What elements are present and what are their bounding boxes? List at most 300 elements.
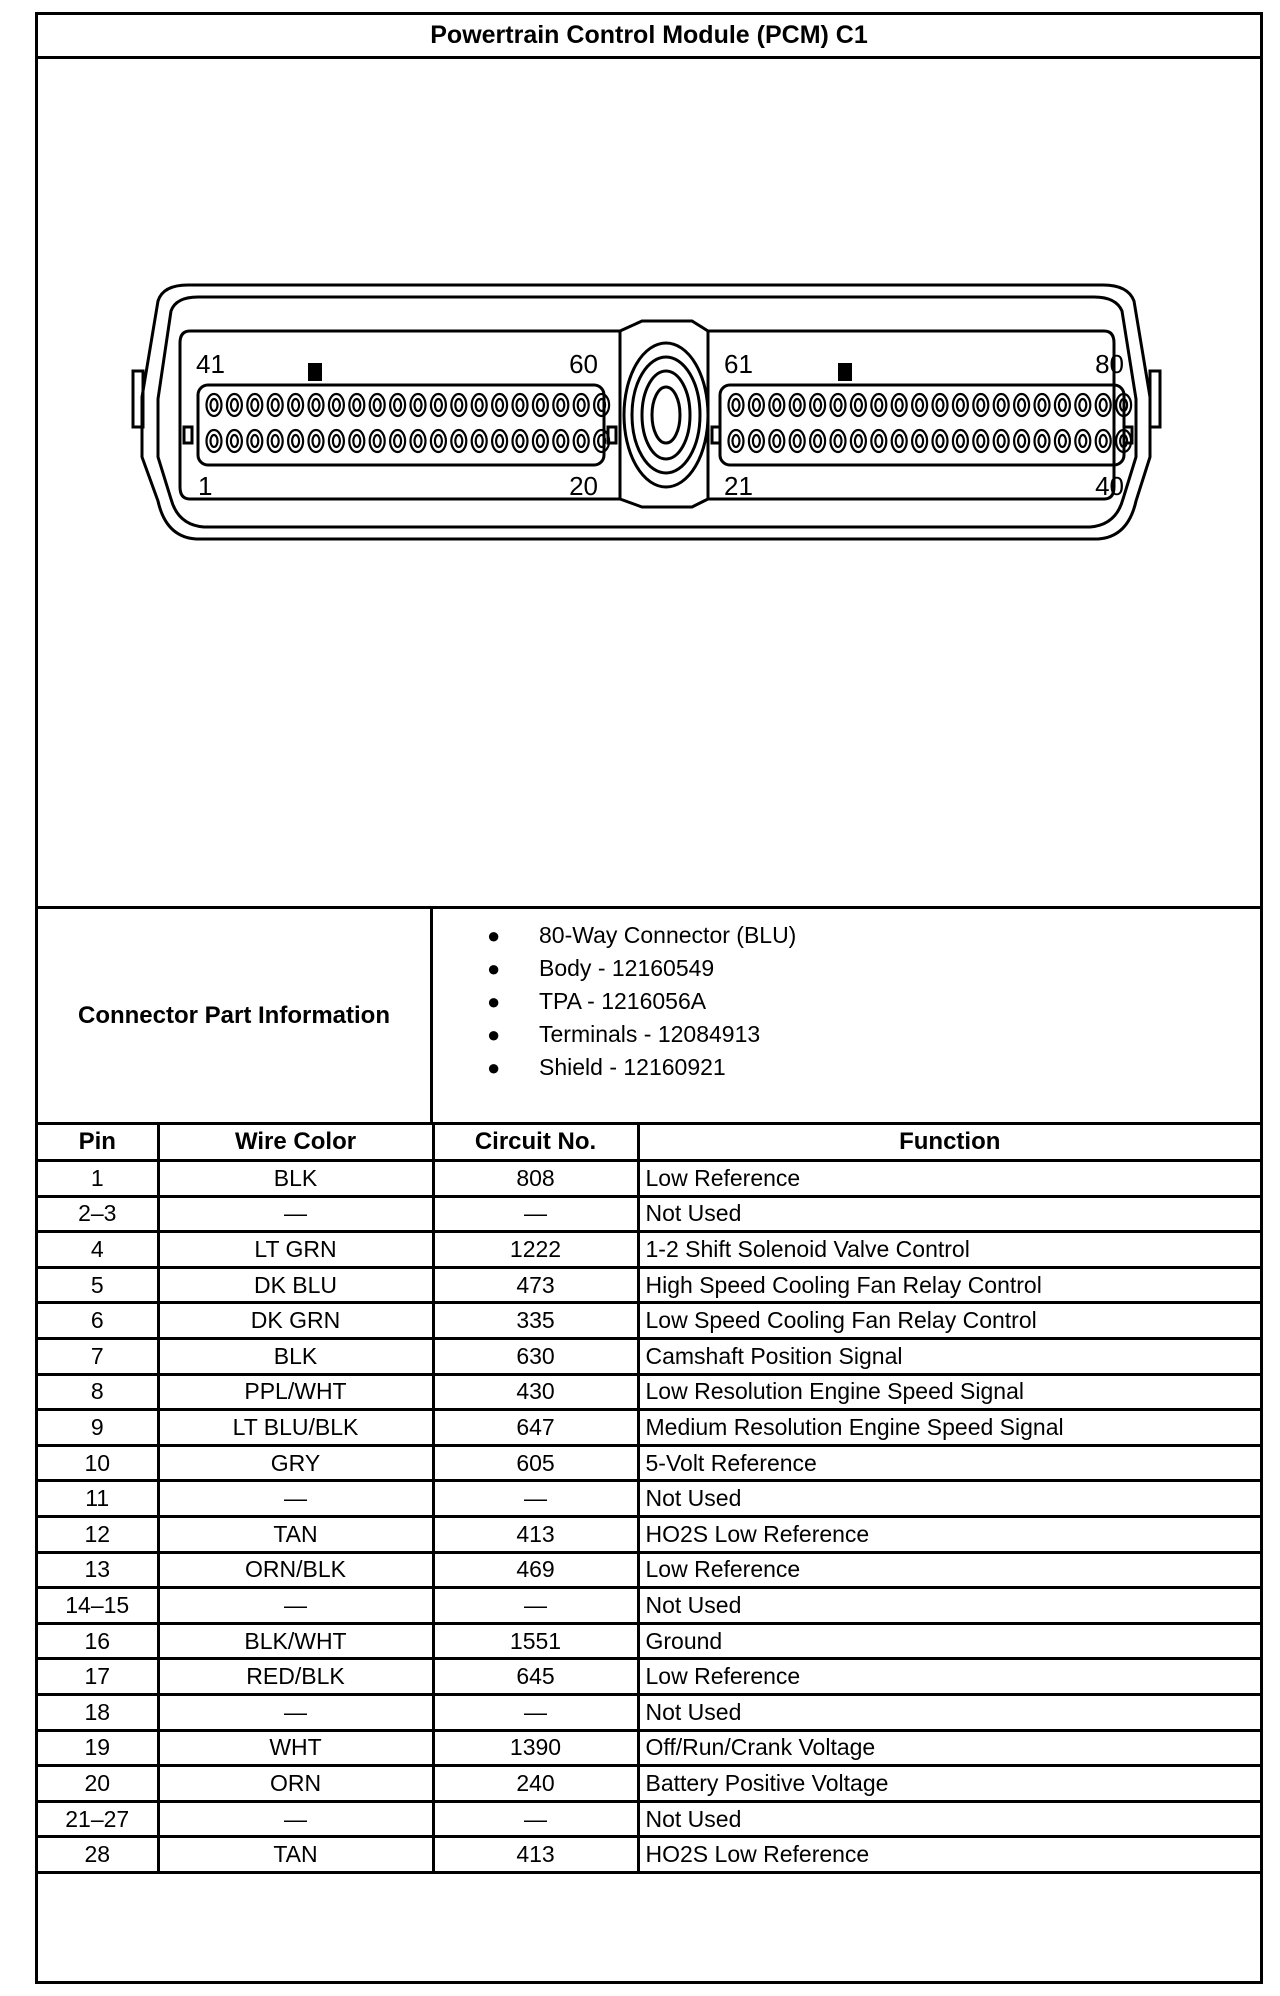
pin-cavity-inner bbox=[773, 435, 780, 447]
function-cell: Battery Positive Voltage bbox=[638, 1766, 1260, 1802]
left-polarity-mark bbox=[308, 363, 322, 381]
circuit-no-cell: 473 bbox=[433, 1267, 638, 1303]
connector-part-text: Body - 12160549 bbox=[539, 955, 715, 981]
function-cell: Medium Resolution Engine Speed Signal bbox=[638, 1410, 1260, 1446]
pin-cavity bbox=[892, 430, 907, 452]
pin-cavity-inner bbox=[998, 399, 1005, 411]
pin-cell: 16 bbox=[38, 1623, 158, 1659]
pin-cavity-inner bbox=[998, 435, 1005, 447]
pin-cavity-inner bbox=[272, 399, 279, 411]
pin-label-80: 80 bbox=[1095, 349, 1124, 379]
bullet-icon: ● bbox=[487, 1022, 501, 1047]
wire-color-cell: GRY bbox=[158, 1445, 433, 1481]
pin-cavity-inner bbox=[835, 435, 842, 447]
pin-cavity-inner bbox=[537, 435, 544, 447]
wire-color-cell: PPL/WHT bbox=[158, 1374, 433, 1410]
pin-cavity-inner bbox=[1039, 399, 1046, 411]
circuit-no-cell: 1551 bbox=[433, 1623, 638, 1659]
pin-cavity bbox=[349, 394, 364, 416]
circuit-no-cell: 469 bbox=[433, 1552, 638, 1588]
pin-cavity bbox=[769, 430, 784, 452]
pin-cavity-inner bbox=[977, 399, 984, 411]
pin-cavity bbox=[953, 394, 968, 416]
pin-cavity bbox=[1096, 394, 1111, 416]
circuit-no-cell: 413 bbox=[433, 1517, 638, 1553]
pin-cavity bbox=[513, 430, 528, 452]
pin-cavity-inner bbox=[937, 435, 944, 447]
pin-cavity-inner bbox=[374, 435, 381, 447]
pin-cavity bbox=[1055, 394, 1070, 416]
pin-label-40: 40 bbox=[1095, 471, 1124, 501]
pin-cavity bbox=[492, 430, 507, 452]
bullet-icon: ● bbox=[487, 956, 501, 981]
pin-cavity bbox=[912, 430, 927, 452]
table-row bbox=[38, 1801, 1260, 1837]
circuit-no-cell: 605 bbox=[433, 1445, 638, 1481]
pin-cavity-inner bbox=[598, 399, 605, 411]
connector-face-drawing bbox=[38, 59, 1260, 909]
pin-cavity-inner bbox=[455, 399, 462, 411]
pin-cavity bbox=[851, 394, 866, 416]
pin-cavity bbox=[207, 430, 222, 452]
pin-cell: 4 bbox=[38, 1232, 158, 1268]
circuit-no-cell: 430 bbox=[433, 1374, 638, 1410]
function-cell: 5-Volt Reference bbox=[638, 1445, 1260, 1481]
pin-cavity bbox=[268, 430, 283, 452]
pin-cavity-inner bbox=[794, 435, 801, 447]
pin-cavity bbox=[1055, 430, 1070, 452]
pin-cavity-inner bbox=[1018, 399, 1025, 411]
pin-table-header bbox=[38, 1125, 1260, 1161]
wire-color-cell: BLK bbox=[158, 1161, 433, 1197]
header-circuit-no: Circuit No. bbox=[433, 1125, 638, 1161]
pin-cavity bbox=[247, 430, 262, 452]
wire-color-cell: DK BLU bbox=[158, 1267, 433, 1303]
pin-cavity-inner bbox=[455, 435, 462, 447]
table-row bbox=[38, 1837, 1260, 1873]
pin-cavity-inner bbox=[875, 399, 882, 411]
pin-cavity bbox=[411, 394, 426, 416]
pin-cavity bbox=[1035, 394, 1050, 416]
function-cell: Not Used bbox=[638, 1801, 1260, 1837]
function-cell: HO2S Low Reference bbox=[638, 1517, 1260, 1553]
connector-part-info-label: Connector Part Information bbox=[38, 909, 433, 1122]
circuit-no-cell: — bbox=[433, 1801, 638, 1837]
pin-cavity-inner bbox=[733, 399, 740, 411]
pin-cavity bbox=[810, 394, 825, 416]
pin-cell: 1 bbox=[38, 1161, 158, 1197]
wire-color-cell: — bbox=[158, 1196, 433, 1232]
pin-cavity-inner bbox=[1079, 435, 1086, 447]
pin-cavity-inner bbox=[435, 399, 442, 411]
pin-cavity bbox=[451, 430, 466, 452]
pin-cavity bbox=[227, 430, 242, 452]
pin-cavity bbox=[492, 394, 507, 416]
pin-cavity-inner bbox=[394, 399, 401, 411]
wire-color-cell: — bbox=[158, 1801, 433, 1837]
pin-cavity-inner bbox=[313, 399, 320, 411]
bullet-icon: ● bbox=[487, 1055, 501, 1080]
wire-color-cell: DK GRN bbox=[158, 1303, 433, 1339]
table-row bbox=[38, 1552, 1260, 1588]
pin-cavity bbox=[533, 430, 548, 452]
bullet-icon: ● bbox=[487, 923, 501, 948]
pin-cavity bbox=[912, 394, 927, 416]
circuit-no-cell: — bbox=[433, 1481, 638, 1517]
left-key bbox=[184, 427, 192, 443]
function-cell: Not Used bbox=[638, 1695, 1260, 1731]
pin-cavity-inner bbox=[435, 435, 442, 447]
pin-cavity-inner bbox=[1100, 399, 1107, 411]
pin-cavity-inner bbox=[896, 399, 903, 411]
pin-cavity-inner bbox=[977, 435, 984, 447]
pin-cell: 7 bbox=[38, 1339, 158, 1375]
wire-color-cell: — bbox=[158, 1481, 433, 1517]
connector-diagram bbox=[38, 59, 1260, 909]
pin-cavity bbox=[349, 430, 364, 452]
pin-cavity bbox=[871, 430, 886, 452]
pin-cavity-inner bbox=[578, 435, 585, 447]
pin-cavity-inner bbox=[251, 399, 258, 411]
pin-table bbox=[38, 1125, 1260, 1874]
circuit-no-cell: 240 bbox=[433, 1766, 638, 1802]
pin-cavity bbox=[472, 394, 487, 416]
pin-cavity-inner bbox=[733, 435, 740, 447]
pin-cavity bbox=[953, 430, 968, 452]
connector-part-text: TPA - 1216056A bbox=[539, 988, 707, 1014]
pin-cavity bbox=[390, 394, 405, 416]
pin-cell: 12 bbox=[38, 1517, 158, 1553]
pin-cavity-inner bbox=[251, 435, 258, 447]
pin-cavity bbox=[729, 430, 744, 452]
pin-label-20: 20 bbox=[569, 471, 598, 501]
pin-cavity-inner bbox=[814, 435, 821, 447]
table-row bbox=[38, 1374, 1260, 1410]
center-bolt-core bbox=[652, 387, 680, 443]
pin-cavity-inner bbox=[916, 435, 923, 447]
circuit-no-cell: 630 bbox=[433, 1339, 638, 1375]
pin-cavity-inner bbox=[753, 399, 760, 411]
circuit-no-cell: 1222 bbox=[433, 1232, 638, 1268]
pin-cavity-inner bbox=[415, 435, 422, 447]
pin-cavity-inner bbox=[211, 399, 218, 411]
table-row bbox=[38, 1481, 1260, 1517]
pin-cavity-inner bbox=[1018, 435, 1025, 447]
wire-color-cell: ORN/BLK bbox=[158, 1552, 433, 1588]
right-bank-frame bbox=[708, 331, 1114, 499]
pin-cavity-inner bbox=[353, 399, 360, 411]
pin-cavity bbox=[370, 394, 385, 416]
wire-color-cell: — bbox=[158, 1588, 433, 1624]
pin-cavity-inner bbox=[1039, 435, 1046, 447]
pin-cavity-inner bbox=[773, 399, 780, 411]
pin-cell: 6 bbox=[38, 1303, 158, 1339]
pin-cavity-inner bbox=[957, 435, 964, 447]
housing-outer bbox=[142, 285, 1150, 539]
pin-cavity-inner bbox=[855, 435, 862, 447]
pin-cell: 17 bbox=[38, 1659, 158, 1695]
pin-cavity-inner bbox=[272, 435, 279, 447]
pin-cavity bbox=[994, 394, 1009, 416]
circuit-no-cell: 335 bbox=[433, 1303, 638, 1339]
circuit-no-cell: 808 bbox=[433, 1161, 638, 1197]
table-row bbox=[38, 1410, 1260, 1446]
wire-color-cell: BLK bbox=[158, 1339, 433, 1375]
pin-cavity-inner bbox=[937, 399, 944, 411]
left-latch-tab bbox=[133, 371, 143, 427]
connector-part-list bbox=[433, 919, 796, 1084]
right-inner-key bbox=[712, 427, 720, 443]
function-cell: HO2S Low Reference bbox=[638, 1837, 1260, 1873]
pin-cavity bbox=[288, 430, 303, 452]
pin-cavity bbox=[790, 394, 805, 416]
center-bolt-outer bbox=[624, 343, 708, 487]
pin-cavity bbox=[1014, 430, 1029, 452]
wire-color-cell: LT BLU/BLK bbox=[158, 1410, 433, 1446]
pin-cavity-inner bbox=[374, 399, 381, 411]
pin-cavity bbox=[1035, 430, 1050, 452]
right-polarity-mark bbox=[838, 363, 852, 381]
pin-cavity-inner bbox=[578, 399, 585, 411]
pin-cavity-inner bbox=[1079, 399, 1086, 411]
function-cell: Low Reference bbox=[638, 1659, 1260, 1695]
center-bolt-inner bbox=[642, 371, 690, 459]
pin-cavity bbox=[749, 394, 764, 416]
pin-cell: 19 bbox=[38, 1730, 158, 1766]
connector-part-text: 80-Way Connector (BLU) bbox=[539, 922, 797, 948]
connector-part-item bbox=[433, 952, 796, 985]
circuit-no-cell: — bbox=[433, 1695, 638, 1731]
pin-cell: 28 bbox=[38, 1837, 158, 1873]
pin-cavity bbox=[390, 430, 405, 452]
pin-cavity bbox=[994, 430, 1009, 452]
table-row bbox=[38, 1303, 1260, 1339]
function-cell: Low Reference bbox=[638, 1552, 1260, 1588]
table-row bbox=[38, 1517, 1260, 1553]
circuit-no-cell: 413 bbox=[433, 1837, 638, 1873]
table-row bbox=[38, 1161, 1260, 1197]
page-title: Powertrain Control Module (PCM) C1 bbox=[38, 15, 1260, 59]
connector-part-text: Terminals - 12084913 bbox=[539, 1021, 761, 1047]
wire-color-cell: RED/BLK bbox=[158, 1659, 433, 1695]
pin-cavity bbox=[431, 430, 446, 452]
pin-label-1: 1 bbox=[198, 471, 213, 501]
connector-part-item bbox=[433, 919, 796, 952]
pin-cavity bbox=[851, 430, 866, 452]
function-cell: Off/Run/Crank Voltage bbox=[638, 1730, 1260, 1766]
connector-sheet bbox=[35, 12, 1263, 1984]
pin-cell: 8 bbox=[38, 1374, 158, 1410]
pin-cavity bbox=[207, 394, 222, 416]
wire-color-cell: — bbox=[158, 1695, 433, 1731]
wire-color-cell: TAN bbox=[158, 1837, 433, 1873]
pin-cavity-inner bbox=[415, 399, 422, 411]
pin-cavity-inner bbox=[517, 435, 524, 447]
function-cell: Not Used bbox=[638, 1196, 1260, 1232]
pin-cavity bbox=[871, 394, 886, 416]
table-row bbox=[38, 1588, 1260, 1624]
pin-cavity-inner bbox=[313, 435, 320, 447]
pin-cell: 14–15 bbox=[38, 1588, 158, 1624]
header-wire-color: Wire Color bbox=[158, 1125, 433, 1161]
header-function: Function bbox=[638, 1125, 1260, 1161]
pin-cavity bbox=[892, 394, 907, 416]
pin-cavity bbox=[227, 394, 242, 416]
pin-cavity-inner bbox=[231, 399, 238, 411]
table-row bbox=[38, 1695, 1260, 1731]
table-row bbox=[38, 1196, 1260, 1232]
table-row bbox=[38, 1445, 1260, 1481]
circuit-no-cell: — bbox=[433, 1196, 638, 1232]
wire-color-cell: WHT bbox=[158, 1730, 433, 1766]
function-cell: Low Reference bbox=[638, 1161, 1260, 1197]
pin-cavity-inner bbox=[476, 399, 483, 411]
pin-cavity bbox=[973, 430, 988, 452]
pin-cavity-inner bbox=[496, 399, 503, 411]
connector-part-item bbox=[433, 985, 796, 1018]
pin-cavity-inner bbox=[835, 399, 842, 411]
pin-cavity bbox=[1014, 394, 1029, 416]
function-cell: Ground bbox=[638, 1623, 1260, 1659]
pin-cavity bbox=[749, 430, 764, 452]
pin-cavity-inner bbox=[557, 399, 564, 411]
pin-cavity-inner bbox=[333, 435, 340, 447]
pin-cavity-inner bbox=[292, 399, 299, 411]
function-cell: High Speed Cooling Fan Relay Control bbox=[638, 1267, 1260, 1303]
table-row bbox=[38, 1267, 1260, 1303]
pin-cavity-inner bbox=[855, 399, 862, 411]
pin-cavity bbox=[729, 394, 744, 416]
pin-cavity bbox=[1096, 430, 1111, 452]
pin-cavity bbox=[309, 394, 324, 416]
pin-cavity bbox=[309, 430, 324, 452]
circuit-no-cell: — bbox=[433, 1588, 638, 1624]
connector-part-text: Shield - 12160921 bbox=[539, 1054, 726, 1080]
table-row bbox=[38, 1730, 1260, 1766]
pin-cavity bbox=[933, 430, 948, 452]
pin-cavity-inner bbox=[496, 435, 503, 447]
pin-cavity-inner bbox=[896, 435, 903, 447]
bullet-icon: ● bbox=[487, 989, 501, 1014]
connector-part-info bbox=[38, 909, 1260, 1125]
pin-cavity bbox=[574, 394, 589, 416]
pin-cavity bbox=[329, 430, 344, 452]
pin-cavity-inner bbox=[794, 399, 801, 411]
pin-cavity-inner bbox=[814, 399, 821, 411]
pin-cavity bbox=[810, 430, 825, 452]
pin-cavity bbox=[594, 394, 609, 416]
wire-color-cell: BLK/WHT bbox=[158, 1623, 433, 1659]
pin-cavity bbox=[533, 394, 548, 416]
pin-cavity bbox=[247, 394, 262, 416]
pin-cavity bbox=[472, 430, 487, 452]
function-cell: 1-2 Shift Solenoid Valve Control bbox=[638, 1232, 1260, 1268]
pin-cavity bbox=[288, 394, 303, 416]
pin-cavity bbox=[553, 430, 568, 452]
pin-cavity bbox=[831, 430, 846, 452]
pin-cavity bbox=[769, 394, 784, 416]
pin-cavity-inner bbox=[1059, 435, 1066, 447]
pin-cavity bbox=[1075, 430, 1090, 452]
circuit-no-cell: 645 bbox=[433, 1659, 638, 1695]
table-row bbox=[38, 1659, 1260, 1695]
pin-cell: 18 bbox=[38, 1695, 158, 1731]
pin-cavity-inner bbox=[1059, 399, 1066, 411]
pin-cavity bbox=[831, 394, 846, 416]
pin-cavity bbox=[370, 430, 385, 452]
pin-cell: 2–3 bbox=[38, 1196, 158, 1232]
pin-cell: 11 bbox=[38, 1481, 158, 1517]
pin-cavity bbox=[1075, 394, 1090, 416]
pin-cavity-inner bbox=[333, 399, 340, 411]
pin-cell: 21–27 bbox=[38, 1801, 158, 1837]
pin-label-61: 61 bbox=[724, 349, 753, 379]
pin-cavity-inner bbox=[211, 435, 218, 447]
table-row bbox=[38, 1623, 1260, 1659]
function-cell: Camshaft Position Signal bbox=[638, 1339, 1260, 1375]
function-cell: Low Speed Cooling Fan Relay Control bbox=[638, 1303, 1260, 1339]
pin-cell: 13 bbox=[38, 1552, 158, 1588]
pin-cavity bbox=[268, 394, 283, 416]
pin-cavity-inner bbox=[1100, 435, 1107, 447]
circuit-no-cell: 647 bbox=[433, 1410, 638, 1446]
pin-cavity bbox=[411, 430, 426, 452]
right-latch-tab bbox=[1150, 371, 1160, 427]
header-pin: Pin bbox=[38, 1125, 158, 1161]
pin-cavity bbox=[933, 394, 948, 416]
pin-cell: 9 bbox=[38, 1410, 158, 1446]
pin-label-41: 41 bbox=[196, 349, 225, 379]
wire-color-cell: TAN bbox=[158, 1517, 433, 1553]
wire-color-cell: ORN bbox=[158, 1766, 433, 1802]
pin-cell: 10 bbox=[38, 1445, 158, 1481]
function-cell: Not Used bbox=[638, 1481, 1260, 1517]
pin-cavity-inner bbox=[598, 435, 605, 447]
pin-cavity-inner bbox=[916, 399, 923, 411]
pin-cavity-inner bbox=[292, 435, 299, 447]
table-row bbox=[38, 1339, 1260, 1375]
table-row bbox=[38, 1232, 1260, 1268]
pin-cavity-inner bbox=[231, 435, 238, 447]
pin-cavity bbox=[329, 394, 344, 416]
pin-cavity-inner bbox=[537, 399, 544, 411]
connector-part-item bbox=[433, 1018, 796, 1051]
pin-label-60: 60 bbox=[569, 349, 598, 379]
pin-cavity-inner bbox=[957, 399, 964, 411]
pin-cavity bbox=[513, 394, 528, 416]
pin-cavity bbox=[574, 430, 589, 452]
circuit-no-cell: 1390 bbox=[433, 1730, 638, 1766]
pin-label-21: 21 bbox=[724, 471, 753, 501]
pin-cavity-inner bbox=[557, 435, 564, 447]
table-row bbox=[38, 1766, 1260, 1802]
pin-cavity-inner bbox=[517, 399, 524, 411]
pin-cavity bbox=[973, 394, 988, 416]
pin-cavity-inner bbox=[476, 435, 483, 447]
function-cell: Low Resolution Engine Speed Signal bbox=[638, 1374, 1260, 1410]
pin-cavity bbox=[431, 394, 446, 416]
pin-cavity bbox=[553, 394, 568, 416]
pin-cavity-inner bbox=[394, 435, 401, 447]
pin-cavity bbox=[451, 394, 466, 416]
pin-cavity-inner bbox=[353, 435, 360, 447]
pin-cavity bbox=[790, 430, 805, 452]
function-cell: Not Used bbox=[638, 1588, 1260, 1624]
pin-cavity-inner bbox=[875, 435, 882, 447]
pin-cell: 20 bbox=[38, 1766, 158, 1802]
wire-color-cell: LT GRN bbox=[158, 1232, 433, 1268]
connector-part-item bbox=[433, 1051, 796, 1084]
